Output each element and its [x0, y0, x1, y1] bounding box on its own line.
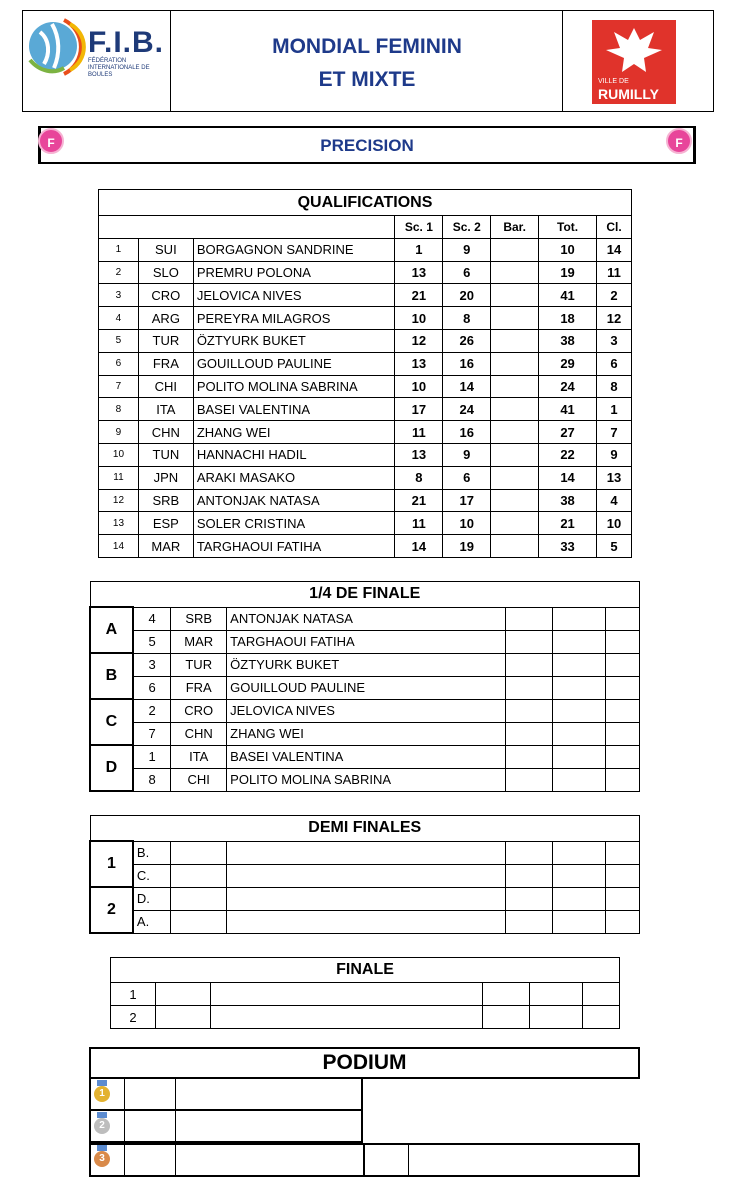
score-cell: [606, 910, 640, 933]
quarter-row: [90, 630, 640, 653]
qualifications-title: QUALIFICATIONS: [99, 190, 632, 216]
score-2: 6: [443, 261, 491, 284]
barrage: [491, 512, 539, 535]
header-divider: [170, 11, 171, 111]
group-label: B: [90, 653, 133, 699]
total: 27: [539, 421, 597, 444]
city-label-top: VILLE DE: [598, 78, 629, 85]
nation-code: TUR: [138, 329, 193, 352]
semi-row: [90, 864, 640, 887]
total: 33: [539, 535, 597, 558]
row-number: 3: [99, 284, 139, 307]
header-divider: [562, 11, 563, 111]
score-1: 21: [395, 489, 443, 512]
rumilly-logo: [592, 20, 676, 104]
qualification-row: [99, 375, 632, 398]
score-cell: [553, 745, 606, 768]
player-name: ANTONJAK NATASA: [227, 607, 506, 630]
fib-logo-icon: [20, 10, 90, 80]
score-2: 9: [443, 238, 491, 261]
medal-ribbon: [97, 1145, 107, 1151]
row-number: 2: [99, 261, 139, 284]
score-cell: [506, 607, 553, 630]
qualification-row: [99, 535, 632, 558]
barrage: [491, 261, 539, 284]
score-cell: [483, 1006, 530, 1029]
player-name: POLITO MOLINA SABRINA: [193, 375, 395, 398]
score-cell: [583, 983, 620, 1006]
score-2: 10: [443, 512, 491, 535]
total: 41: [539, 284, 597, 307]
quarter-title: 1/4 DE FINALE: [90, 582, 640, 608]
player-name: HANNACHI HADIL: [193, 443, 395, 466]
score-cell: [553, 841, 606, 864]
quarter-row: [90, 745, 640, 768]
seed: 7: [133, 722, 171, 745]
podium-row-1: [89, 1079, 363, 1111]
score-1: 17: [395, 398, 443, 421]
nation-code: ARG: [138, 307, 193, 330]
score-cell: [606, 841, 640, 864]
final-title: FINALE: [111, 958, 620, 983]
score-2: 24: [443, 398, 491, 421]
semi-row: [90, 910, 640, 933]
row-number: 1: [99, 238, 139, 261]
score-cell: [553, 630, 606, 653]
seed: 8: [133, 768, 171, 791]
rank: 12: [597, 307, 632, 330]
score-1: 8: [395, 466, 443, 489]
col-header: Sc. 1: [395, 216, 443, 239]
player-name: GOUILLOUD PAULINE: [193, 352, 395, 375]
total: 41: [539, 398, 597, 421]
score-cell: [553, 722, 606, 745]
nation-code: MAR: [138, 535, 193, 558]
medal-ribbon: [97, 1080, 107, 1086]
rank: 3: [597, 329, 632, 352]
player-name: POLITO MOLINA SABRINA: [227, 768, 506, 791]
f-badge-icon: F: [666, 128, 692, 154]
rank: 11: [597, 261, 632, 284]
rank: 9: [597, 443, 632, 466]
group-label: 2: [90, 887, 133, 933]
score-cell: [583, 1006, 620, 1029]
score-cell: [606, 607, 640, 630]
quarter-row: [90, 722, 640, 745]
final-number: 1: [111, 983, 156, 1006]
name-cell: [210, 983, 482, 1006]
eagle-icon: [592, 20, 676, 80]
score-1: 13: [395, 443, 443, 466]
score-1: 13: [395, 352, 443, 375]
seed: 6: [133, 676, 171, 699]
qualification-row: [99, 238, 632, 261]
qualifications-table: [98, 189, 632, 558]
barrage: [491, 375, 539, 398]
total: 18: [539, 307, 597, 330]
nation-code: SLO: [138, 261, 193, 284]
seed: 1: [133, 745, 171, 768]
qualification-row: [99, 443, 632, 466]
barrage: [491, 284, 539, 307]
player-name: ARAKI MASAKO: [193, 466, 395, 489]
name-cell: [227, 887, 506, 910]
score-cell: [606, 630, 640, 653]
group-label: C: [90, 699, 133, 745]
rank: 7: [597, 421, 632, 444]
title-line-1: MONDIAL FEMININ: [272, 35, 462, 58]
barrage: [491, 443, 539, 466]
score-cell: [553, 864, 606, 887]
score-cell: [553, 887, 606, 910]
nation-cell: [171, 910, 227, 933]
total: 38: [539, 329, 597, 352]
barrage: [491, 352, 539, 375]
qualification-row: [99, 329, 632, 352]
player-name: ÖZTYURK BUKET: [193, 329, 395, 352]
nation-code: FRA: [171, 676, 227, 699]
score-2: 26: [443, 329, 491, 352]
final-number: 2: [111, 1006, 156, 1029]
score-cell: [506, 722, 553, 745]
nation-code: SRB: [138, 489, 193, 512]
score-2: 6: [443, 466, 491, 489]
score-1: 1: [395, 238, 443, 261]
score-2: 19: [443, 535, 491, 558]
total: 24: [539, 375, 597, 398]
score-cell: [553, 768, 606, 791]
score-cell: [506, 699, 553, 722]
qualification-row: [99, 398, 632, 421]
nation-code: SUI: [138, 238, 193, 261]
podium-title: PODIUM: [89, 1047, 640, 1079]
rank: 5: [597, 535, 632, 558]
qualification-row: [99, 307, 632, 330]
podium-row-2: [89, 1111, 363, 1143]
player-name: BASEI VALENTINA: [227, 745, 506, 768]
player-name: SOLER CRISTINA: [193, 512, 395, 535]
score-1: 12: [395, 329, 443, 352]
barrage: [491, 489, 539, 512]
barrage: [491, 307, 539, 330]
row-number: 5: [99, 329, 139, 352]
total: 22: [539, 443, 597, 466]
quarter-final-table: [89, 581, 640, 792]
total: 14: [539, 466, 597, 489]
medal-icon: 1: [94, 1086, 110, 1102]
group-label: 1: [90, 841, 133, 887]
nation-code: JPN: [138, 466, 193, 489]
nation-code: ITA: [138, 398, 193, 421]
nation-code: CHI: [171, 768, 227, 791]
score-cell: [530, 983, 583, 1006]
row-number: 14: [99, 535, 139, 558]
nation-code: CHI: [138, 375, 193, 398]
score-cell: [553, 910, 606, 933]
nation-code: MAR: [171, 630, 227, 653]
score-cell: [506, 910, 553, 933]
group-label: D: [90, 745, 133, 791]
nation-cell: [171, 841, 227, 864]
row-number: 11: [99, 466, 139, 489]
quarter-row: [90, 699, 640, 722]
score-1: 10: [395, 307, 443, 330]
player-name: JELOVICA NIVES: [227, 699, 506, 722]
rank: 1: [597, 398, 632, 421]
qualification-row: [99, 261, 632, 284]
rank: 8: [597, 375, 632, 398]
medal-ribbon: [97, 1112, 107, 1118]
player-name: BORGAGNON SANDRINE: [193, 238, 395, 261]
total: 38: [539, 489, 597, 512]
total: 10: [539, 238, 597, 261]
score-cell: [483, 983, 530, 1006]
nation-cell: [171, 864, 227, 887]
final-row: [111, 983, 620, 1006]
quarter-row: [90, 653, 640, 676]
qualification-row: [99, 421, 632, 444]
score-cell: [606, 699, 640, 722]
row-number: 8: [99, 398, 139, 421]
rank: 10: [597, 512, 632, 535]
qualification-row: [99, 284, 632, 307]
player-name: PEREYRA MILAGROS: [193, 307, 395, 330]
player-name: JELOVICA NIVES: [193, 284, 395, 307]
row-number: 12: [99, 489, 139, 512]
total: 19: [539, 261, 597, 284]
score-2: 16: [443, 421, 491, 444]
final-table: [110, 957, 620, 1029]
score-1: 11: [395, 421, 443, 444]
nation-cell: [171, 887, 227, 910]
group-reference: D.: [133, 887, 171, 910]
rank: 13: [597, 466, 632, 489]
nation-code: ITA: [171, 745, 227, 768]
org-full-name: FÉDÉRATION INTERNATIONALE DE BOULES: [88, 58, 150, 78]
row-number: 6: [99, 352, 139, 375]
quarter-row: [90, 676, 640, 699]
barrage: [491, 238, 539, 261]
score-cell: [506, 653, 553, 676]
score-cell: [606, 722, 640, 745]
title-line-2: ET MIXTE: [318, 68, 416, 91]
quarter-row: [90, 607, 640, 630]
barrage: [491, 398, 539, 421]
score-cell: [606, 887, 640, 910]
page-title: [172, 30, 562, 96]
name-cell: [227, 841, 506, 864]
name-cell: [210, 1006, 482, 1029]
qualification-row: [99, 512, 632, 535]
score-1: 10: [395, 375, 443, 398]
col-header: Cl.: [597, 216, 632, 239]
nation-code: SRB: [171, 607, 227, 630]
nation-cell: [155, 983, 210, 1006]
seed: 4: [133, 607, 171, 630]
header-divider: [713, 11, 714, 111]
seed: 5: [133, 630, 171, 653]
row-number: 10: [99, 443, 139, 466]
player-name: ANTONJAK NATASA: [193, 489, 395, 512]
total: 21: [539, 512, 597, 535]
nation-cell: [155, 1006, 210, 1029]
score-cell: [506, 841, 553, 864]
score-2: 14: [443, 375, 491, 398]
nation-code: TUN: [138, 443, 193, 466]
score-cell: [506, 745, 553, 768]
nation-code: CRO: [138, 284, 193, 307]
score-1: 14: [395, 535, 443, 558]
col-header: Sc. 2: [443, 216, 491, 239]
score-1: 21: [395, 284, 443, 307]
player-name: GOUILLOUD PAULINE: [227, 676, 506, 699]
score-cell: [606, 676, 640, 699]
score-cell: [506, 630, 553, 653]
score-2: 20: [443, 284, 491, 307]
score-cell: [553, 676, 606, 699]
score-cell: [606, 768, 640, 791]
qualification-row: [99, 352, 632, 375]
semi-final-table: [89, 815, 640, 934]
col-header: Tot.: [539, 216, 597, 239]
barrage: [491, 421, 539, 444]
player-name: ZHANG WEI: [227, 722, 506, 745]
row-number: 13: [99, 512, 139, 535]
score-cell: [506, 676, 553, 699]
nation-code: ESP: [138, 512, 193, 535]
section-title: PRECISION: [320, 136, 414, 155]
score-2: 8: [443, 307, 491, 330]
nation-code: CHN: [171, 722, 227, 745]
rank: 4: [597, 489, 632, 512]
score-cell: [506, 768, 553, 791]
player-name: PREMRU POLONA: [193, 261, 395, 284]
seed: 3: [133, 653, 171, 676]
rank: 14: [597, 238, 632, 261]
score-cell: [530, 1006, 583, 1029]
header-blank: [99, 216, 395, 239]
quarter-row: [90, 768, 640, 791]
score-cell: [553, 607, 606, 630]
name-cell: [227, 864, 506, 887]
row-number: 4: [99, 307, 139, 330]
semi-row: [90, 887, 640, 910]
barrage: [491, 535, 539, 558]
podium-row-3: [89, 1143, 640, 1177]
score-cell: [553, 699, 606, 722]
rank: 2: [597, 284, 632, 307]
player-name: TARGHAOUI FATIHA: [193, 535, 395, 558]
nation-code: FRA: [138, 352, 193, 375]
group-reference: A.: [133, 910, 171, 933]
score-1: 13: [395, 261, 443, 284]
org-short-name: F.I.B.: [88, 26, 165, 59]
score-cell: [606, 653, 640, 676]
seed: 2: [133, 699, 171, 722]
score-2: 9: [443, 443, 491, 466]
score-cell: [506, 864, 553, 887]
score-2: 16: [443, 352, 491, 375]
player-name: BASEI VALENTINA: [193, 398, 395, 421]
qualification-row: [99, 489, 632, 512]
barrage: [491, 466, 539, 489]
barrage: [491, 329, 539, 352]
nation-code: CHN: [138, 421, 193, 444]
player-name: ZHANG WEI: [193, 421, 395, 444]
final-row: [111, 1006, 620, 1029]
score-2: 17: [443, 489, 491, 512]
score-cell: [553, 653, 606, 676]
row-number: 9: [99, 421, 139, 444]
medal-icon: 3: [94, 1151, 110, 1167]
row-number: 7: [99, 375, 139, 398]
nation-code: TUR: [171, 653, 227, 676]
score-cell: [606, 864, 640, 887]
player-name: TARGHAOUI FATIHA: [227, 630, 506, 653]
name-cell: [227, 910, 506, 933]
medal-icon: 2: [94, 1118, 110, 1134]
semi-row: [90, 841, 640, 864]
player-name: ÖZTYURK BUKET: [227, 653, 506, 676]
group-reference: C.: [133, 864, 171, 887]
group-label: A: [90, 607, 133, 653]
group-reference: B.: [133, 841, 171, 864]
nation-code: CRO: [171, 699, 227, 722]
score-cell: [506, 887, 553, 910]
semi-title: DEMI FINALES: [90, 816, 640, 842]
city-label: RUMILLY: [598, 86, 659, 102]
f-badge-icon: F: [38, 128, 64, 154]
score-1: 11: [395, 512, 443, 535]
score-cell: [606, 745, 640, 768]
col-header: Bar.: [491, 216, 539, 239]
total: 29: [539, 352, 597, 375]
rank: 6: [597, 352, 632, 375]
qualification-row: [99, 466, 632, 489]
